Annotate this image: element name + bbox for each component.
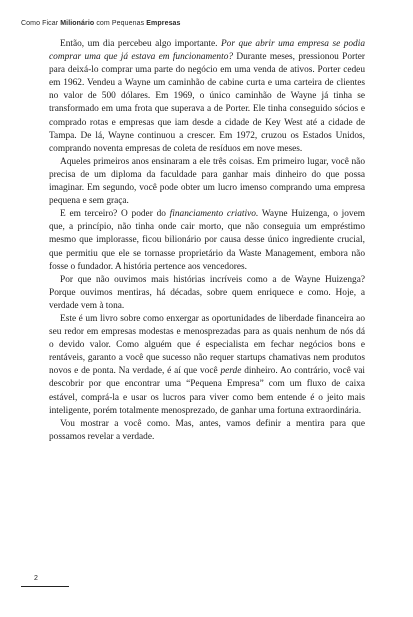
header-title-part: com Pequenas: [94, 20, 147, 27]
running-header: [21, 20, 181, 27]
footer-rule: [21, 586, 69, 587]
paragraph-text: Então, um dia percebeu algo importante.: [60, 39, 221, 49]
header-title-part: Como Ficar: [21, 20, 61, 27]
paragraph-text: Durante meses, pressionou Porter para deixá-lo comprar uma parte do negócio em uma venda de ativos. Porter cedeu em 1962. Vendeu a Wayne um caminhão de cabine curta e uma carteira de clientes no valor de 500 dólares. Em 1969, o único caminhão de Wayne já tinha se transformado em uma frota que superava a de Porter. Ele tinha conseguido sócios e comprado rotas e empresas que iam desde a cidade de Key West até a cidade de Tampa. De lá, Wayne continuou a crescer. Em 1972, cruzou os Estados Unidos, comprando noventa empresas de coleta de resíduos em nove meses.: [49, 52, 365, 154]
header-title-bold: Empresas: [146, 20, 181, 27]
paragraph: [49, 418, 365, 444]
header-title-bold: Milionário: [60, 20, 95, 27]
paragraph-italic-text: financiamento criativo.: [169, 209, 259, 220]
page-number: 2: [34, 575, 38, 582]
paragraph-text: Wayne Huizenga, o jovem que, a princípio, não tinha onde cair morto, que não conseguia um empréstimo mesmo que implorasse, ficou bilionário por causa desse único ingrediente crucial, que permitiu que ele se tornasse proprietário da Waste Management, embora não fosse o fundador. A história pertence aos vencedores.: [49, 209, 365, 272]
paragraph-text: E em terceiro? O poder do: [60, 209, 170, 220]
paragraph: [49, 156, 365, 208]
paragraph-text: Por que não ouvimos mais histórias incríveis como a de Wayne Huizenga? Porque ouvimos mentiras, há décadas, sobre quem enriquece e como. Hoje, a verdade vem à tona.: [49, 274, 365, 311]
paragraph: [49, 38, 365, 156]
paragraph-text: dinheiro. Ao contrário, você vai descobrir por que encontrar uma “Pequena Empresa” com um fluxo de caixa estável, comprá-la e usar os lucros para viver como bem entende é o jeito mais inteligente, porém totalmente menosprezado, de ganhar uma fortuna extraordinária.: [49, 366, 366, 416]
paragraph: [49, 274, 365, 313]
paragraph: [49, 208, 365, 273]
paragraph-italic-text: perde: [220, 366, 242, 377]
paragraph-text: Aqueles primeiros anos ensinaram a ele três coisas. Em primeiro lugar, você não precisa de um diploma da faculdade para ganhar mais dinheiro do que possa imaginar. Em segundo, você pode obter um lucro imenso comprando uma empresa pequena e sem graça.: [49, 156, 365, 207]
paragraph-text: Vou mostrar a você como. Mas, antes, vamos definir a mentira para que possamos revelar a verdade.: [49, 418, 365, 442]
paragraph: [49, 313, 365, 418]
body-text: [49, 38, 365, 444]
paragraph-italic-text: Por que abrir uma empresa se podia comprar uma que já estava em funcionamento?: [49, 39, 365, 63]
paragraph-text: Este é um livro sobre como enxergar as oportunidades de liberdade financeira ao seu redor em empresas modestas e menosprezadas para as quais nenhum de nós dá o devido valor. Como alguém que é especialista em fechar negócios bons e rentáveis, garanto a você que sucesso não requer startups chamativas nem produtos novos e de ponta. Na verdade, é aí que você: [49, 313, 365, 377]
